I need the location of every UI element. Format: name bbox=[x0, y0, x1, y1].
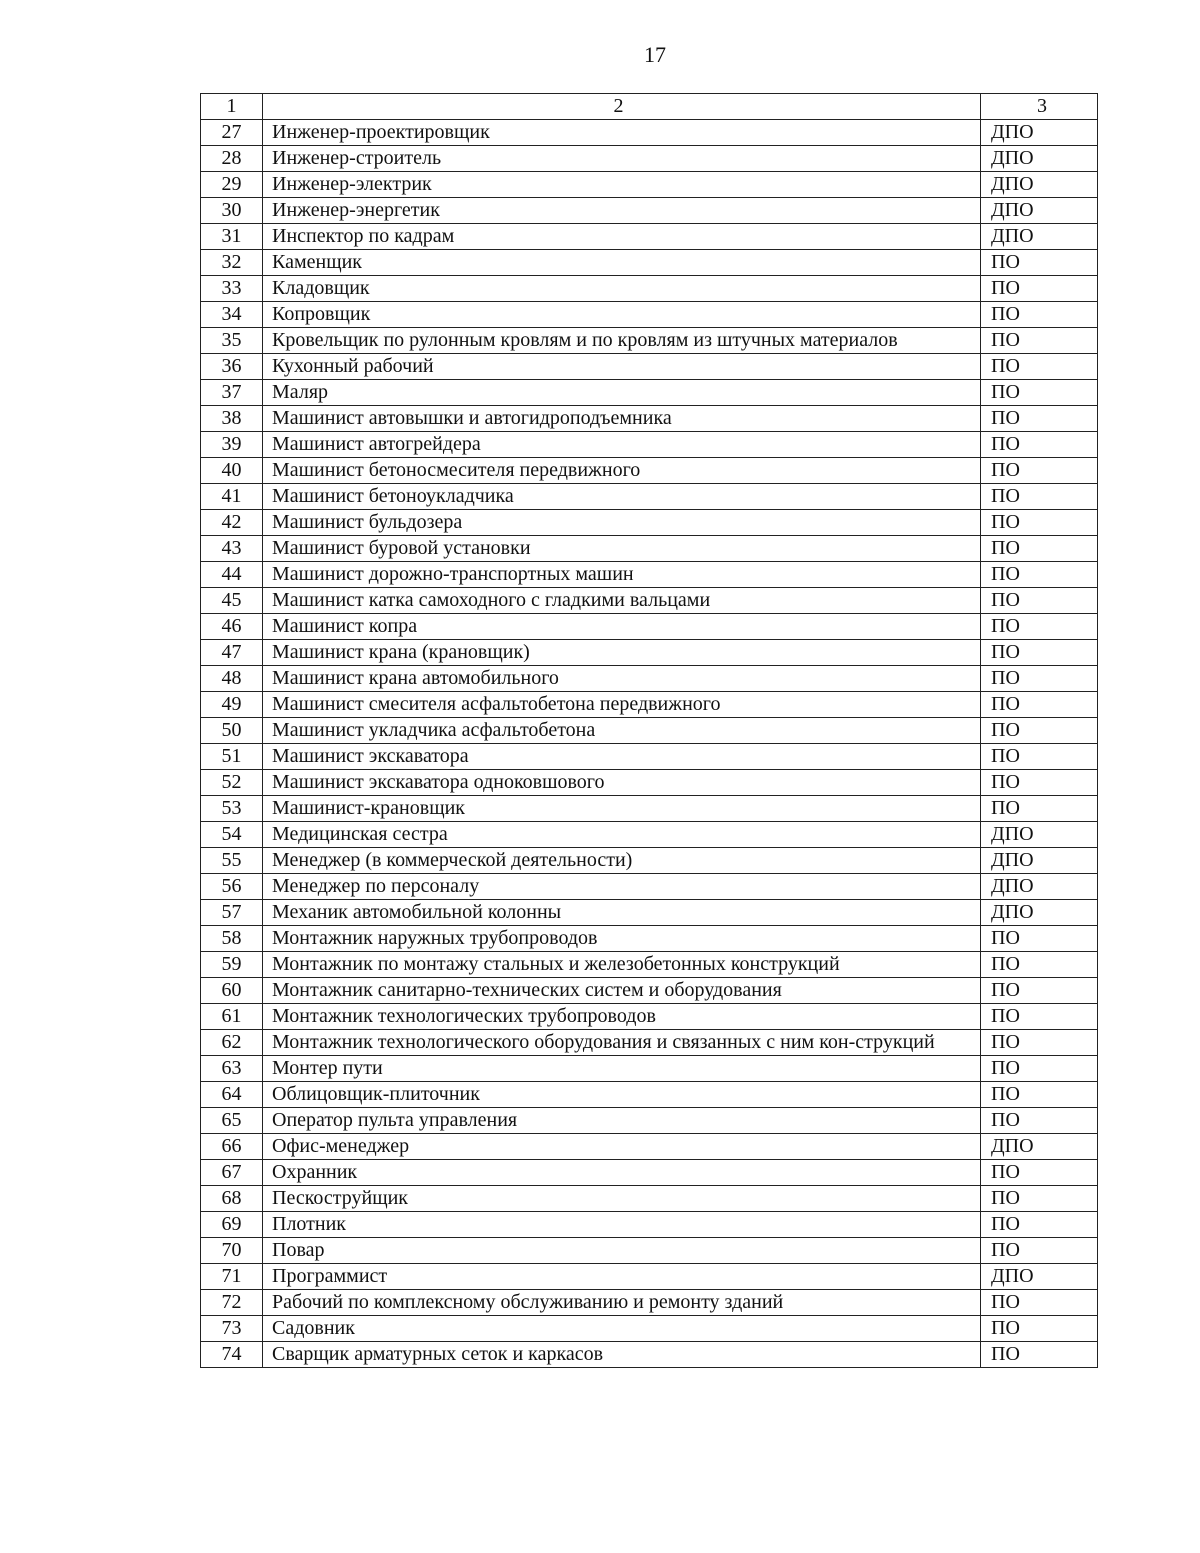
profession-name-cell: Машинист дорожно-транспортных машин bbox=[263, 562, 981, 588]
education-type-cell: ДПО bbox=[981, 874, 1098, 900]
professions-table bbox=[200, 93, 1098, 1368]
table-row bbox=[201, 614, 1098, 640]
education-type-cell: ДПО bbox=[981, 146, 1098, 172]
table-row bbox=[201, 1030, 1098, 1056]
profession-name-cell: Копровщик bbox=[263, 302, 981, 328]
profession-name-cell: Машинист бульдозера bbox=[263, 510, 981, 536]
table-row bbox=[201, 796, 1098, 822]
table-row bbox=[201, 744, 1098, 770]
row-number-cell: 52 bbox=[201, 770, 263, 796]
row-number-cell: 50 bbox=[201, 718, 263, 744]
row-number-cell: 38 bbox=[201, 406, 263, 432]
table-row bbox=[201, 120, 1098, 146]
education-type-cell: ПО bbox=[981, 510, 1098, 536]
profession-name-cell: Инженер-проектировщик bbox=[263, 120, 981, 146]
profession-name-cell: Монтер пути bbox=[263, 1056, 981, 1082]
profession-name-cell: Машинист автогрейдера bbox=[263, 432, 981, 458]
table-row bbox=[201, 822, 1098, 848]
education-type-cell: ПО bbox=[981, 1238, 1098, 1264]
profession-name-cell: Рабочий по комплексному обслуживанию и ремонту зданий bbox=[263, 1290, 981, 1316]
profession-name-cell: Машинист буровой установки bbox=[263, 536, 981, 562]
education-type-cell: ПО bbox=[981, 1290, 1098, 1316]
education-type-cell: ПО bbox=[981, 744, 1098, 770]
education-type-cell: ДПО bbox=[981, 198, 1098, 224]
table-row bbox=[201, 510, 1098, 536]
profession-name-cell: Механик автомобильной колонны bbox=[263, 900, 981, 926]
education-type-cell: ПО bbox=[981, 1056, 1098, 1082]
education-type-cell: ДПО bbox=[981, 224, 1098, 250]
row-number-cell: 45 bbox=[201, 588, 263, 614]
table-body bbox=[201, 94, 1098, 1368]
table-row bbox=[201, 172, 1098, 198]
profession-name-cell: Инженер-строитель bbox=[263, 146, 981, 172]
row-number-cell: 58 bbox=[201, 926, 263, 952]
table-row bbox=[201, 1186, 1098, 1212]
table-row bbox=[201, 276, 1098, 302]
row-number-cell: 70 bbox=[201, 1238, 263, 1264]
row-number-cell: 51 bbox=[201, 744, 263, 770]
row-number-cell: 67 bbox=[201, 1160, 263, 1186]
education-type-cell: ПО bbox=[981, 666, 1098, 692]
education-type-cell: ПО bbox=[981, 432, 1098, 458]
education-type-cell: ПО bbox=[981, 926, 1098, 952]
row-number-cell: 35 bbox=[201, 328, 263, 354]
education-type-cell: ПО bbox=[981, 1082, 1098, 1108]
row-number-cell: 36 bbox=[201, 354, 263, 380]
profession-name-cell: Монтажник по монтажу стальных и железобетонных конструкций bbox=[263, 952, 981, 978]
row-number-cell: 55 bbox=[201, 848, 263, 874]
profession-name-cell: Программист bbox=[263, 1264, 981, 1290]
education-type-cell: ПО bbox=[981, 1108, 1098, 1134]
table-row bbox=[201, 380, 1098, 406]
profession-name-cell: Машинист смесителя асфальтобетона передвижного bbox=[263, 692, 981, 718]
education-type-cell: ПО bbox=[981, 250, 1098, 276]
row-number-cell: 33 bbox=[201, 276, 263, 302]
profession-name-cell: Садовник bbox=[263, 1316, 981, 1342]
table-row bbox=[201, 770, 1098, 796]
profession-name-cell: Машинист крана (крановщик) bbox=[263, 640, 981, 666]
education-type-cell: ДПО bbox=[981, 900, 1098, 926]
education-type-cell: ПО bbox=[981, 1160, 1098, 1186]
row-number-cell: 64 bbox=[201, 1082, 263, 1108]
education-type-cell: ПО bbox=[981, 302, 1098, 328]
table-row bbox=[201, 718, 1098, 744]
education-type-cell: ДПО bbox=[981, 822, 1098, 848]
row-number-cell: 41 bbox=[201, 484, 263, 510]
table-row bbox=[201, 406, 1098, 432]
table-row bbox=[201, 1108, 1098, 1134]
row-number-cell: 60 bbox=[201, 978, 263, 1004]
education-type-cell: ПО bbox=[981, 1004, 1098, 1030]
page-number: 17 bbox=[644, 42, 666, 67]
profession-name-cell: Пескоструйщик bbox=[263, 1186, 981, 1212]
education-type-cell: ДПО bbox=[981, 848, 1098, 874]
profession-name-cell: Монтажник наружных трубопроводов bbox=[263, 926, 981, 952]
table-row bbox=[201, 484, 1098, 510]
header-cell-2: 2 bbox=[263, 94, 981, 120]
education-type-cell: ПО bbox=[981, 640, 1098, 666]
profession-name-cell: Облицовщик-плиточник bbox=[263, 1082, 981, 1108]
row-number-cell: 68 bbox=[201, 1186, 263, 1212]
table-row bbox=[201, 224, 1098, 250]
table-row bbox=[201, 536, 1098, 562]
profession-name-cell: Маляр bbox=[263, 380, 981, 406]
table-row bbox=[201, 900, 1098, 926]
row-number-cell: 69 bbox=[201, 1212, 263, 1238]
table-row bbox=[201, 640, 1098, 666]
table-row bbox=[201, 978, 1098, 1004]
row-number-cell: 46 bbox=[201, 614, 263, 640]
profession-name-cell: Офис-менеджер bbox=[263, 1134, 981, 1160]
education-type-cell: ДПО bbox=[981, 120, 1098, 146]
education-type-cell: ПО bbox=[981, 1186, 1098, 1212]
table-row bbox=[201, 1290, 1098, 1316]
row-number-cell: 59 bbox=[201, 952, 263, 978]
row-number-cell: 31 bbox=[201, 224, 263, 250]
education-type-cell: ПО bbox=[981, 380, 1098, 406]
table-row bbox=[201, 926, 1098, 952]
table-row bbox=[201, 1004, 1098, 1030]
table-row bbox=[201, 1264, 1098, 1290]
table-row bbox=[201, 666, 1098, 692]
profession-name-cell: Охранник bbox=[263, 1160, 981, 1186]
row-number-cell: 34 bbox=[201, 302, 263, 328]
education-type-cell: ПО bbox=[981, 796, 1098, 822]
profession-name-cell: Инженер-энергетик bbox=[263, 198, 981, 224]
row-number-cell: 73 bbox=[201, 1316, 263, 1342]
row-number-cell: 42 bbox=[201, 510, 263, 536]
row-number-cell: 62 bbox=[201, 1030, 263, 1056]
profession-name-cell: Менеджер (в коммерческой деятельности) bbox=[263, 848, 981, 874]
table-row bbox=[201, 250, 1098, 276]
row-number-cell: 63 bbox=[201, 1056, 263, 1082]
profession-name-cell: Менеджер по персоналу bbox=[263, 874, 981, 900]
profession-name-cell: Машинист бетоносмесителя передвижного bbox=[263, 458, 981, 484]
profession-name-cell: Машинист экскаватора одноковшового bbox=[263, 770, 981, 796]
row-number-cell: 32 bbox=[201, 250, 263, 276]
education-type-cell: ПО bbox=[981, 952, 1098, 978]
education-type-cell: ПО bbox=[981, 692, 1098, 718]
table-row bbox=[201, 432, 1098, 458]
table-row bbox=[201, 146, 1098, 172]
table-row bbox=[201, 328, 1098, 354]
profession-name-cell: Машинист-крановщик bbox=[263, 796, 981, 822]
profession-name-cell: Сварщик арматурных сеток и каркасов bbox=[263, 1342, 981, 1368]
profession-name-cell: Повар bbox=[263, 1238, 981, 1264]
profession-name-cell: Машинист экскаватора bbox=[263, 744, 981, 770]
table-row bbox=[201, 952, 1098, 978]
row-number-cell: 71 bbox=[201, 1264, 263, 1290]
row-number-cell: 37 bbox=[201, 380, 263, 406]
profession-name-cell: Монтажник санитарно-технических систем и оборудования bbox=[263, 978, 981, 1004]
row-number-cell: 40 bbox=[201, 458, 263, 484]
table-header-row bbox=[201, 94, 1098, 120]
table-row bbox=[201, 458, 1098, 484]
profession-name-cell: Плотник bbox=[263, 1212, 981, 1238]
table-row bbox=[201, 302, 1098, 328]
profession-name-cell: Кладовщик bbox=[263, 276, 981, 302]
profession-name-cell: Кухонный рабочий bbox=[263, 354, 981, 380]
row-number-cell: 49 bbox=[201, 692, 263, 718]
education-type-cell: ПО bbox=[981, 588, 1098, 614]
table-row bbox=[201, 1056, 1098, 1082]
row-number-cell: 65 bbox=[201, 1108, 263, 1134]
table-row bbox=[201, 1134, 1098, 1160]
education-type-cell: ПО bbox=[981, 484, 1098, 510]
education-type-cell: ПО bbox=[981, 328, 1098, 354]
row-number-cell: 28 bbox=[201, 146, 263, 172]
education-type-cell: ПО bbox=[981, 562, 1098, 588]
education-type-cell: ПО bbox=[981, 458, 1098, 484]
table-row bbox=[201, 848, 1098, 874]
table-row bbox=[201, 198, 1098, 224]
table-row bbox=[201, 1316, 1098, 1342]
education-type-cell: ПО bbox=[981, 276, 1098, 302]
education-type-cell: ДПО bbox=[981, 1134, 1098, 1160]
table-row bbox=[201, 1082, 1098, 1108]
row-number-cell: 39 bbox=[201, 432, 263, 458]
header-cell-3: 3 bbox=[981, 94, 1098, 120]
row-number-cell: 53 bbox=[201, 796, 263, 822]
table-row bbox=[201, 1238, 1098, 1264]
education-type-cell: ПО bbox=[981, 536, 1098, 562]
row-number-cell: 47 bbox=[201, 640, 263, 666]
profession-name-cell: Инспектор по кадрам bbox=[263, 224, 981, 250]
row-number-cell: 66 bbox=[201, 1134, 263, 1160]
profession-name-cell: Каменщик bbox=[263, 250, 981, 276]
profession-name-cell: Медицинская сестра bbox=[263, 822, 981, 848]
row-number-cell: 43 bbox=[201, 536, 263, 562]
profession-name-cell: Инженер-электрик bbox=[263, 172, 981, 198]
education-type-cell: ПО bbox=[981, 770, 1098, 796]
table-row bbox=[201, 692, 1098, 718]
education-type-cell: ПО bbox=[981, 978, 1098, 1004]
profession-name-cell: Монтажник технологического оборудования и связанных с ним кон-струкций bbox=[263, 1030, 981, 1056]
header-cell-1: 1 bbox=[201, 94, 263, 120]
education-type-cell: ПО bbox=[981, 1212, 1098, 1238]
profession-name-cell: Машинист бетоноукладчика bbox=[263, 484, 981, 510]
education-type-cell: ПО bbox=[981, 1342, 1098, 1368]
row-number-cell: 44 bbox=[201, 562, 263, 588]
profession-name-cell: Монтажник технологических трубопроводов bbox=[263, 1004, 981, 1030]
profession-name-cell: Машинист укладчика асфальтобетона bbox=[263, 718, 981, 744]
education-type-cell: ДПО bbox=[981, 172, 1098, 198]
row-number-cell: 72 bbox=[201, 1290, 263, 1316]
row-number-cell: 61 bbox=[201, 1004, 263, 1030]
education-type-cell: ПО bbox=[981, 354, 1098, 380]
row-number-cell: 29 bbox=[201, 172, 263, 198]
education-type-cell: ПО bbox=[981, 718, 1098, 744]
table-row bbox=[201, 562, 1098, 588]
table-row bbox=[201, 1212, 1098, 1238]
profession-name-cell: Машинист копра bbox=[263, 614, 981, 640]
row-number-cell: 56 bbox=[201, 874, 263, 900]
education-type-cell: ПО bbox=[981, 1030, 1098, 1056]
education-type-cell: ПО bbox=[981, 614, 1098, 640]
table-row bbox=[201, 1342, 1098, 1368]
profession-name-cell: Машинист крана автомобильного bbox=[263, 666, 981, 692]
profession-name-cell: Кровельщик по рулонным кровлям и по кровлям из штучных материалов bbox=[263, 328, 981, 354]
row-number-cell: 74 bbox=[201, 1342, 263, 1368]
table-row bbox=[201, 588, 1098, 614]
table-row bbox=[201, 354, 1098, 380]
education-type-cell: ДПО bbox=[981, 1264, 1098, 1290]
table-row bbox=[201, 1160, 1098, 1186]
row-number-cell: 57 bbox=[201, 900, 263, 926]
profession-name-cell: Машинист катка самоходного с гладкими вальцами bbox=[263, 588, 981, 614]
profession-name-cell: Оператор пульта управления bbox=[263, 1108, 981, 1134]
education-type-cell: ПО bbox=[981, 1316, 1098, 1342]
education-type-cell: ПО bbox=[981, 406, 1098, 432]
row-number-cell: 30 bbox=[201, 198, 263, 224]
profession-name-cell: Машинист автовышки и автогидроподъемника bbox=[263, 406, 981, 432]
row-number-cell: 48 bbox=[201, 666, 263, 692]
row-number-cell: 27 bbox=[201, 120, 263, 146]
row-number-cell: 54 bbox=[201, 822, 263, 848]
table-row bbox=[201, 874, 1098, 900]
